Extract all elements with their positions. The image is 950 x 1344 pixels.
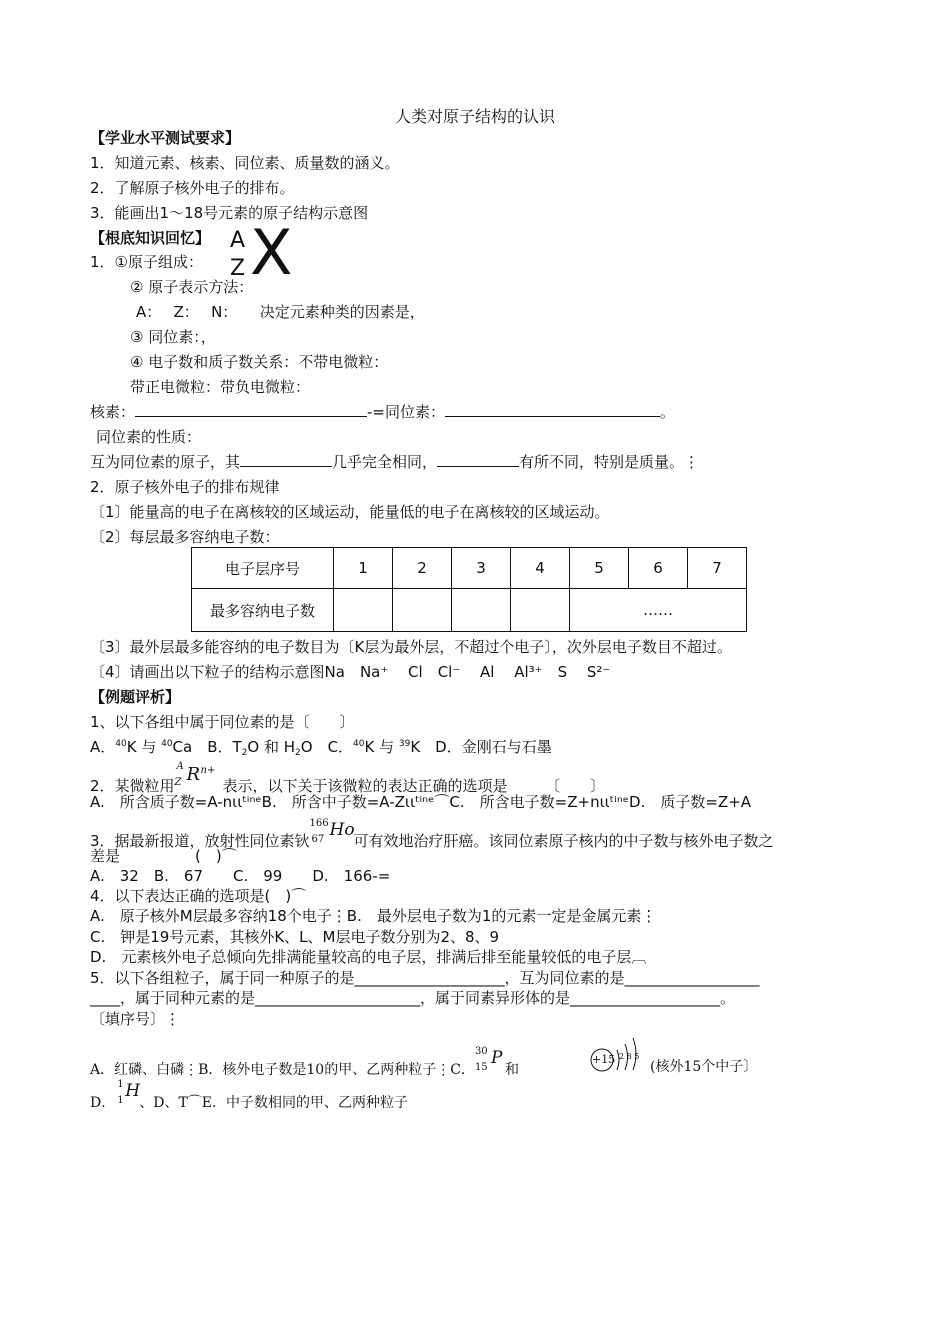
period: 。 xyxy=(660,403,676,421)
subscript: 2 xyxy=(241,748,248,758)
mass-number-letter: A xyxy=(230,228,246,253)
text: K D．金刚石与石墨 xyxy=(410,738,552,756)
answer-blank xyxy=(445,402,660,417)
requirement-item: 3．能画出1～18号元素的原子结构示意图 xyxy=(90,204,369,222)
text: A．红磷、白磷⋮B．核外电子数是10的甲、乙两种粒子⋮C． xyxy=(90,1062,475,1078)
text: Ca B．T xyxy=(172,738,242,756)
phosphorus-symbol xyxy=(474,1046,505,1074)
element-symbol: R xyxy=(186,764,201,785)
mass-number: 40 xyxy=(353,739,365,749)
requirement-item: 1．知道元素、核素、同位素、质量数的涵义。 xyxy=(90,154,400,172)
question-2-options: A. 所含质子数=A-nιιᵗⁱⁿᵉB. 所含中子数=A-Zιιᵗⁱⁿᵉ⌒C. 所含电子数=Z+nιιᵗⁱⁿᵉD. 质子数=Z+A xyxy=(90,793,752,811)
text: O C． xyxy=(300,738,354,756)
table-cell: 1 xyxy=(334,548,393,589)
nucleus-charge: +15 xyxy=(592,1053,616,1066)
element-symbol: H xyxy=(125,1081,141,1101)
text: O 和 H xyxy=(247,738,296,756)
basics-line: 〔3〕最外层最多能容纳的电子数目为〔K层为最外层，不超过个电子〕，次外层电子数目不超过。 xyxy=(90,638,732,656)
table-cell: …… xyxy=(570,589,747,632)
table-cell: 7 xyxy=(688,548,747,589)
atomic-number: Z xyxy=(174,777,182,788)
basics-line: 2．原子核外电子的排布规律 xyxy=(90,478,280,496)
basics-line: A： Z： N： 决定元素种类的因素是， xyxy=(136,303,425,321)
basics-line: ③ 同位素：， xyxy=(130,328,216,346)
table-cell: 5 xyxy=(570,548,629,589)
text: K 与 xyxy=(126,738,162,756)
basics-line: 1．①原子组成： xyxy=(90,253,203,271)
basics-line: ② 原子表示方法： xyxy=(130,278,254,296)
particle-symbol xyxy=(174,761,223,791)
atom-structure-diagram xyxy=(588,1024,648,1074)
isotope-property-line xyxy=(90,452,699,472)
question-1: 1、以下各组中属于同位素的是〔 〕 xyxy=(90,713,355,731)
table-cell: 4 xyxy=(511,548,570,589)
text: 表示，以下关于该微粒的表达正确的选项是 〔 〕 xyxy=(222,777,606,795)
page-title: 人类对原子结构的认识 xyxy=(394,107,555,126)
text: 几乎完全相同， xyxy=(332,453,438,471)
table-cell: 2 xyxy=(393,548,452,589)
mass-number: 39 xyxy=(398,739,411,749)
question-5-line: 〔填序号〕⋮ xyxy=(90,1010,181,1028)
text: 3．据最新报道，放射性同位素钬 xyxy=(90,832,310,850)
text: 和 xyxy=(504,1062,519,1078)
table-cell xyxy=(511,589,570,632)
charge: n+ xyxy=(200,765,216,776)
question-1-options xyxy=(90,737,552,757)
answer-blank xyxy=(437,452,519,467)
text: A． xyxy=(90,738,116,756)
question-3-options: A. 32 B. 67 C. 99 D. 166-= xyxy=(90,867,391,885)
question-4-option: A. 原子核外M层最多容纳18个电子⋮B. 最外层电子数为1的元素一定是金属元素⋮ xyxy=(90,907,657,925)
electron-shell-table xyxy=(191,547,747,632)
text: K 与 xyxy=(364,738,399,756)
table-cell xyxy=(393,589,452,632)
basics-line: 〔1〕能量高的电子在离核较的区域运动，能量低的电子在离核较的区域运动。 xyxy=(90,503,610,521)
mass-number: A xyxy=(176,761,184,772)
nuclide-label: 核素： xyxy=(90,403,136,421)
element-symbol: P xyxy=(490,1048,503,1068)
question-5: 5．以下各组粒子，属于同一种原子的是____________________，互为同位素的是__________________ xyxy=(90,969,760,987)
table-cell: 6 xyxy=(629,548,688,589)
element-letter: X xyxy=(250,216,293,289)
shell-electrons: 2 8 5 xyxy=(619,1052,640,1061)
mass-number: 40 xyxy=(115,739,127,749)
holmium-symbol xyxy=(309,818,355,846)
examples-heading: 【例题评析】 xyxy=(90,688,181,706)
table-cell xyxy=(334,589,393,632)
text: 可有效地治疗肝癌。该同位素原子核内的中子数与核外电子数之 xyxy=(353,832,774,850)
mass-number: 166 xyxy=(309,818,329,829)
question-3-line: 差是 ( )⌒ xyxy=(90,847,237,865)
basics-heading: 【根底知识回忆】 xyxy=(90,229,211,247)
question-5-options-de xyxy=(90,1079,409,1113)
question-4-option: D. 元素核外电子总倾向先排满能量较高的电子层，排满后排至能量较低的电子层︹ xyxy=(90,948,647,966)
nuclide-line xyxy=(90,402,675,422)
table-cell: 3 xyxy=(452,548,511,589)
element-symbol: Ho xyxy=(329,820,355,840)
atom-diagram-svg xyxy=(588,1024,648,1074)
subscript: 2 xyxy=(295,748,301,758)
answer-blank xyxy=(240,452,332,467)
table-header-cell: 最多容纳电子数 xyxy=(192,589,334,632)
text: 2．某微粒用 xyxy=(90,777,175,795)
requirement-item: 2．了解原子核外电子的排布。 xyxy=(90,179,295,197)
species-list: Na Na⁺ Cl Cl⁻ Al Al³⁺ S S²⁻ xyxy=(324,663,611,681)
basics-line: ④ 电子数和质子数关系：不带电微粒： xyxy=(130,353,389,371)
text: D． xyxy=(90,1095,116,1111)
basics-line: 带正电微粒：带负电微粒： xyxy=(130,378,311,396)
question-5-options-ac xyxy=(90,1046,519,1080)
text: 、D、T⌒E．中子数相同的甲、乙两种粒子 xyxy=(139,1095,409,1111)
atomic-number: 15 xyxy=(474,1062,488,1073)
mass-number: 30 xyxy=(474,1046,488,1057)
structure-diagram-line xyxy=(90,662,610,682)
question-5-line: ____，属于同种元素的是______________________，属于同素异形体的是____________________。 xyxy=(90,989,736,1007)
question-5-option-c-note: (核外15个中子〕 xyxy=(650,1059,758,1075)
basics-line: 同位素的性质： xyxy=(96,428,202,446)
atomic-number-letter: Z xyxy=(230,256,246,281)
basics-line: 〔2〕每层最多容纳电子数： xyxy=(90,528,280,546)
mass-number: 40 xyxy=(161,739,173,749)
text: 互为同位素的原子，其 xyxy=(90,453,241,471)
isotope-label: -=同位素： xyxy=(367,403,445,421)
table-header-cell: 电子层序号 xyxy=(192,548,334,589)
question-4: 4．以下表达正确的选项是( )⌒ xyxy=(90,887,307,905)
table-cell xyxy=(452,589,511,632)
atomic-number: 1 xyxy=(117,1095,124,1106)
atomic-number: 67 xyxy=(311,834,325,845)
text: 〔4〕请画出以下粒子的结构示意图 xyxy=(90,663,325,681)
answer-blank xyxy=(135,402,367,417)
hydrogen-symbol xyxy=(115,1079,141,1107)
requirements-heading: 【学业水平测试要求】 xyxy=(90,129,241,147)
text: 有所不同，特别是质量。⋮ xyxy=(519,453,700,471)
mass-number: 1 xyxy=(117,1079,124,1090)
question-4-option: C. 钾是19号元素，其核外K、L、M层电子数分别为2、8、9 xyxy=(90,928,500,946)
